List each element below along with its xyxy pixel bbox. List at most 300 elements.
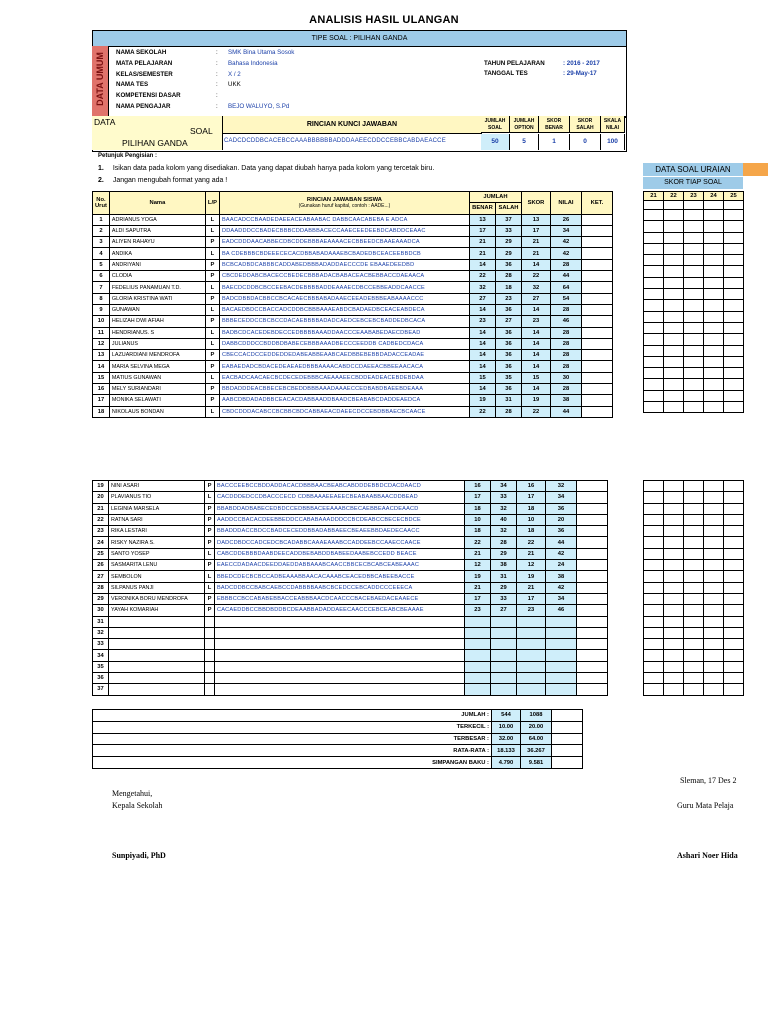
student-name[interactable] xyxy=(109,616,205,627)
uraian-score-cell[interactable] xyxy=(644,593,664,604)
uraian-score-cell[interactable] xyxy=(704,210,724,221)
student-name[interactable] xyxy=(109,639,205,650)
student-name[interactable]: RIKA LESTARI xyxy=(109,526,205,537)
ket-cell[interactable] xyxy=(581,304,612,315)
uraian-score-cell[interactable] xyxy=(684,548,704,559)
student-name[interactable]: SASMARITA LENU xyxy=(109,560,205,571)
uraian-score-cell[interactable] xyxy=(724,492,744,503)
student-gender[interactable]: P xyxy=(205,537,215,548)
uraian-score-cell[interactable] xyxy=(664,503,684,514)
uraian-score-cell[interactable] xyxy=(664,266,684,277)
uraian-score-cell[interactable] xyxy=(684,334,704,345)
uraian-score-cell[interactable] xyxy=(664,334,684,345)
uraian-score-cell[interactable] xyxy=(704,560,724,571)
student-name[interactable]: HELIZAH DWI AFIAH xyxy=(109,316,205,327)
uraian-score-cell[interactable] xyxy=(644,266,664,277)
ket-cell[interactable] xyxy=(581,395,612,406)
uraian-score-cell[interactable] xyxy=(684,402,704,413)
uraian-score-cell[interactable] xyxy=(644,560,664,571)
uraian-score-cell[interactable] xyxy=(704,503,724,514)
uraian-score-cell[interactable] xyxy=(704,673,724,684)
uraian-score-cell[interactable] xyxy=(724,243,744,254)
uraian-score-cell[interactable] xyxy=(724,616,744,627)
uraian-score-cell[interactable] xyxy=(704,266,724,277)
student-name[interactable]: MARIA SELVINA MEGA xyxy=(109,361,205,372)
uraian-score-cell[interactable] xyxy=(664,548,684,559)
student-gender[interactable]: P xyxy=(205,293,219,304)
ket-cell[interactable] xyxy=(577,560,608,571)
student-answers[interactable]: BACCCEEBCCBDDADDACACDBBBAACBEABCABDDDEBBDCDACDAACD xyxy=(215,481,465,492)
student-answers[interactable]: BBDADDDEACBBECEBCBEDDBBBAAADAAAECCEDBABDBAEEBDEAAA xyxy=(219,384,469,395)
uraian-score-cell[interactable] xyxy=(684,356,704,367)
student-gender[interactable]: P xyxy=(205,271,219,282)
student-gender[interactable]: P xyxy=(205,605,215,616)
uraian-score-cell[interactable] xyxy=(644,582,664,593)
ket-cell[interactable] xyxy=(577,627,608,638)
uraian-score-cell[interactable] xyxy=(644,289,664,300)
uraian-score-cell[interactable] xyxy=(664,322,684,333)
student-gender[interactable] xyxy=(205,661,215,672)
student-answers[interactable]: BA CDEBBBCBDEEECECACDBBABADAAAEBCBADEDBCEACEEBBDCB xyxy=(219,248,469,259)
uraian-score-cell[interactable] xyxy=(684,492,704,503)
student-name[interactable]: LAZUARDIANI MENDROFA xyxy=(109,350,205,361)
uraian-score-cell[interactable] xyxy=(704,514,724,525)
uraian-score-cell[interactable] xyxy=(724,266,744,277)
student-gender[interactable]: P xyxy=(205,526,215,537)
uraian-score-cell[interactable] xyxy=(724,402,744,413)
uraian-score-cell[interactable] xyxy=(664,582,684,593)
uraian-score-cell[interactable] xyxy=(664,684,684,695)
uraian-score-cell[interactable] xyxy=(684,684,704,695)
student-answers[interactable]: BBBECEDDCCBCBCCDACAEBBBBADADCAEDCEBCEBCBADDEDBCACA xyxy=(219,316,469,327)
uraian-score-cell[interactable] xyxy=(644,221,664,232)
uraian-score-cell[interactable] xyxy=(684,300,704,311)
uraian-score-cell[interactable] xyxy=(704,526,724,537)
uraian-score-cell[interactable] xyxy=(664,289,684,300)
uraian-score-cell[interactable] xyxy=(644,661,664,672)
student-answers[interactable]: BBABDDADBABECEDBDCCEDBBBACEEAAABCBECAEBBEAACDEAACD xyxy=(215,503,465,514)
student-gender[interactable] xyxy=(205,650,215,661)
student-name[interactable]: ALIYEN RAHAYU xyxy=(109,237,205,248)
student-answers[interactable]: BADBCDCACEDEBDECCEDBBBBAAADDAACCCEAABABEDAECDBEAD xyxy=(219,327,469,338)
uraian-score-cell[interactable] xyxy=(664,368,684,379)
student-name[interactable]: VERONIKA BORU MENDROFA xyxy=(109,593,205,604)
student-gender[interactable]: L xyxy=(205,548,215,559)
uraian-score-cell[interactable] xyxy=(644,277,664,288)
uraian-score-cell[interactable] xyxy=(704,684,724,695)
student-name[interactable]: SILPANUS PANJI xyxy=(109,582,205,593)
ket-cell[interactable] xyxy=(581,237,612,248)
student-gender[interactable]: P xyxy=(205,481,215,492)
uraian-score-cell[interactable] xyxy=(724,661,744,672)
uraian-score-cell[interactable] xyxy=(644,639,664,650)
uraian-score-cell[interactable] xyxy=(684,311,704,322)
uraian-score-cell[interactable] xyxy=(724,368,744,379)
student-answers[interactable]: BBEDCDECBCBCCADBEAAABBAACACAAABCEACEDBBCABEEBACCE xyxy=(215,571,465,582)
uraian-score-cell[interactable] xyxy=(684,221,704,232)
umum-row-value[interactable]: SMK Bina Utama Sosok xyxy=(228,49,295,56)
ket-cell[interactable] xyxy=(581,225,612,236)
uraian-score-cell[interactable] xyxy=(644,684,664,695)
uraian-score-cell[interactable] xyxy=(644,210,664,221)
uraian-score-cell[interactable] xyxy=(704,627,724,638)
uraian-score-cell[interactable] xyxy=(664,514,684,525)
student-gender[interactable]: L xyxy=(205,372,219,383)
uraian-score-cell[interactable] xyxy=(704,605,724,616)
ket-cell[interactable] xyxy=(577,650,608,661)
uraian-score-cell[interactable] xyxy=(684,661,704,672)
student-name[interactable]: SANTO YOSEP xyxy=(109,548,205,559)
uraian-score-cell[interactable] xyxy=(644,673,664,684)
student-answers[interactable]: BAECDCDDBCBCCEEBACDEBBBBADDEAAAECDBCCEBBEADDCAACCE xyxy=(219,282,469,293)
uraian-score-cell[interactable] xyxy=(684,232,704,243)
student-name[interactable]: GUNAWAN xyxy=(109,304,205,315)
student-gender[interactable]: L xyxy=(205,282,219,293)
uraian-score-cell[interactable] xyxy=(704,334,724,345)
uraian-score-cell[interactable] xyxy=(684,605,704,616)
uraian-score-cell[interactable] xyxy=(684,537,704,548)
ket-cell[interactable] xyxy=(581,350,612,361)
uraian-score-cell[interactable] xyxy=(664,345,684,356)
umum-row-value[interactable]: BEJO WALUYO, S.Pd xyxy=(228,103,290,110)
uraian-score-cell[interactable] xyxy=(704,593,724,604)
uraian-score-cell[interactable] xyxy=(724,232,744,243)
ket-cell[interactable] xyxy=(581,293,612,304)
uraian-score-cell[interactable] xyxy=(704,639,724,650)
uraian-score-cell[interactable] xyxy=(664,210,684,221)
uraian-score-cell[interactable] xyxy=(724,390,744,401)
uraian-score-cell[interactable] xyxy=(644,390,664,401)
uraian-score-cell[interactable] xyxy=(704,368,724,379)
student-gender[interactable]: P xyxy=(205,593,215,604)
uraian-score-cell[interactable] xyxy=(684,210,704,221)
uraian-score-cell[interactable] xyxy=(724,526,744,537)
student-gender[interactable]: L xyxy=(205,492,215,503)
uraian-score-cell[interactable] xyxy=(664,300,684,311)
student-gender[interactable]: L xyxy=(205,248,219,259)
student-answers[interactable]: CABCDDEBBBDAABDEECADDBEBABDDBABEEDAABEBCCEDD BEACE xyxy=(215,548,465,559)
uraian-score-cell[interactable] xyxy=(724,673,744,684)
student-name[interactable]: YAYAH KOMARIAH xyxy=(109,605,205,616)
uraian-score-cell[interactable] xyxy=(644,503,664,514)
uraian-score-cell[interactable] xyxy=(724,221,744,232)
student-gender[interactable]: L xyxy=(205,338,219,349)
ket-cell[interactable] xyxy=(577,639,608,650)
umum-row-value[interactable]: Bahasa Indonesia xyxy=(228,59,278,67)
student-gender[interactable]: L xyxy=(205,225,219,236)
uraian-score-cell[interactable] xyxy=(644,311,664,322)
tanggal-value[interactable]: : 29-May-17 xyxy=(563,70,597,77)
kunci-value-cell[interactable]: 5 xyxy=(510,134,539,150)
uraian-score-cell[interactable] xyxy=(644,356,664,367)
uraian-score-cell[interactable] xyxy=(684,627,704,638)
ket-cell[interactable] xyxy=(577,503,608,514)
uraian-score-cell[interactable] xyxy=(644,605,664,616)
uraian-score-cell[interactable] xyxy=(704,277,724,288)
umum-row-value[interactable]: X / 2 xyxy=(228,70,241,78)
student-gender[interactable]: P xyxy=(205,361,219,372)
uraian-score-cell[interactable] xyxy=(664,277,684,288)
student-gender[interactable]: P xyxy=(205,395,219,406)
uraian-score-cell[interactable] xyxy=(644,243,664,254)
uraian-score-cell[interactable] xyxy=(664,661,684,672)
uraian-score-cell[interactable] xyxy=(724,289,744,300)
ket-cell[interactable] xyxy=(577,684,608,695)
uraian-score-cell[interactable] xyxy=(664,492,684,503)
uraian-score-cell[interactable] xyxy=(724,379,744,390)
student-answers[interactable]: DDAADDDCCBADECBBBCDDABBBACECCAAECEEDEEBDCABDDCEAAC xyxy=(219,225,469,236)
uraian-score-cell[interactable] xyxy=(664,232,684,243)
uraian-score-cell[interactable] xyxy=(664,673,684,684)
ket-cell[interactable] xyxy=(581,282,612,293)
student-name[interactable]: FEDELIUS PANAMUAN T.D. xyxy=(109,282,205,293)
ket-cell[interactable] xyxy=(581,259,612,270)
uraian-score-cell[interactable] xyxy=(664,571,684,582)
uraian-score-cell[interactable] xyxy=(724,356,744,367)
uraian-score-cell[interactable] xyxy=(704,616,724,627)
uraian-score-cell[interactable] xyxy=(684,345,704,356)
uraian-score-cell[interactable] xyxy=(664,639,684,650)
student-name[interactable]: CLODIA xyxy=(109,271,205,282)
student-answers[interactable]: EBBBCCBCCABABEBBACCEABBBAACDCAACCCBACEBAEDACEAAECE xyxy=(215,593,465,604)
student-name[interactable] xyxy=(109,684,205,695)
uraian-score-cell[interactable] xyxy=(664,526,684,537)
uraian-score-cell[interactable] xyxy=(684,481,704,492)
student-answers[interactable] xyxy=(215,616,465,627)
uraian-score-cell[interactable] xyxy=(664,627,684,638)
uraian-score-cell[interactable] xyxy=(704,379,724,390)
uraian-score-cell[interactable] xyxy=(704,661,724,672)
student-answers[interactable]: CBECCACDCCEDDEDDEDABEABBEAABCAEDBBEBEBBDADACCEADAE xyxy=(219,350,469,361)
student-name[interactable]: ANDIKA xyxy=(109,248,205,259)
kunci-value-cell[interactable]: 1 xyxy=(539,134,570,150)
student-answers[interactable]: EACBADCAACAECBCDECEDEBBBCAEAAAEECBDDEADEACEBDEBDAA xyxy=(219,372,469,383)
ket-cell[interactable] xyxy=(577,582,608,593)
student-answers[interactable] xyxy=(215,627,465,638)
uraian-score-cell[interactable] xyxy=(684,526,704,537)
student-gender[interactable]: L xyxy=(205,304,219,315)
uraian-score-cell[interactable] xyxy=(664,379,684,390)
umum-row-value[interactable]: UKK xyxy=(228,81,241,89)
student-name[interactable]: NIKOLAUS BONDAN xyxy=(109,406,205,417)
student-name[interactable]: RATNA SARI xyxy=(109,514,205,525)
uraian-score-cell[interactable] xyxy=(684,514,704,525)
uraian-score-cell[interactable] xyxy=(664,402,684,413)
ket-cell[interactable] xyxy=(581,372,612,383)
student-gender[interactable]: P xyxy=(205,237,219,248)
student-answers[interactable] xyxy=(215,661,465,672)
uraian-score-cell[interactable] xyxy=(684,560,704,571)
uraian-score-cell[interactable] xyxy=(644,548,664,559)
student-gender[interactable]: P xyxy=(205,259,219,270)
uraian-score-cell[interactable] xyxy=(724,560,744,571)
ket-cell[interactable] xyxy=(581,214,612,225)
uraian-score-cell[interactable] xyxy=(724,537,744,548)
student-gender[interactable]: P xyxy=(205,514,215,525)
student-name[interactable] xyxy=(109,627,205,638)
ket-cell[interactable] xyxy=(581,384,612,395)
ket-cell[interactable] xyxy=(581,271,612,282)
student-answers[interactable]: DABBCDDDCCBDDBDBABECEBBBAAADBECCCEEDDB CADBEDCDACA xyxy=(219,338,469,349)
ket-cell[interactable] xyxy=(577,514,608,525)
uraian-score-cell[interactable] xyxy=(704,356,724,367)
student-name[interactable] xyxy=(109,661,205,672)
student-answers[interactable]: EABAEDADCBDACEDEAEAEDBBBAAAACABDCCDAEEACBBEEAACACA xyxy=(219,361,469,372)
uraian-score-cell[interactable] xyxy=(664,605,684,616)
uraian-score-cell[interactable] xyxy=(704,571,724,582)
student-answers[interactable]: BACAEDBDCCBACCADCDDBCBBBAAAEABDCBADAEDBCEACEABDECA xyxy=(219,304,469,315)
uraian-score-cell[interactable] xyxy=(724,322,744,333)
uraian-score-cell[interactable] xyxy=(684,390,704,401)
student-answers[interactable]: BADCDDBCCBABCAEBCCDABBBBAABCBCEDCCEBCADDCCCEEECA xyxy=(215,582,465,593)
student-answers[interactable]: EADCDDDAACABBECDBCDDEBBBAEAAAACECBBEEDCBAAEAAADCA xyxy=(219,237,469,248)
student-name[interactable]: GLORIA KRISTINA WATI xyxy=(109,293,205,304)
uraian-score-cell[interactable] xyxy=(684,277,704,288)
uraian-score-cell[interactable] xyxy=(644,345,664,356)
uraian-score-cell[interactable] xyxy=(704,548,724,559)
uraian-score-cell[interactable] xyxy=(724,277,744,288)
student-name[interactable]: LEGINIA MARSELA xyxy=(109,503,205,514)
student-answers[interactable]: CBCDEDDABCBACECCBEDECBBBADACBABACEACBEBBACCDAEAACA xyxy=(219,271,469,282)
uraian-score-cell[interactable] xyxy=(684,266,704,277)
uraian-score-cell[interactable] xyxy=(704,255,724,266)
uraian-score-cell[interactable] xyxy=(684,289,704,300)
student-gender[interactable]: P xyxy=(205,350,219,361)
uraian-score-cell[interactable] xyxy=(644,232,664,243)
uraian-score-cell[interactable] xyxy=(724,255,744,266)
uraian-score-cell[interactable] xyxy=(664,537,684,548)
uraian-score-cell[interactable] xyxy=(724,684,744,695)
ket-cell[interactable] xyxy=(577,537,608,548)
uraian-score-cell[interactable] xyxy=(664,616,684,627)
uraian-score-cell[interactable] xyxy=(724,593,744,604)
uraian-score-cell[interactable] xyxy=(704,300,724,311)
uraian-score-cell[interactable] xyxy=(644,650,664,661)
uraian-score-cell[interactable] xyxy=(724,300,744,311)
student-name[interactable]: SEMBOLON xyxy=(109,571,205,582)
uraian-score-cell[interactable] xyxy=(644,379,664,390)
student-name[interactable]: JULIANUS xyxy=(109,338,205,349)
student-answers[interactable]: AADDCCBACACDEEBBEDDCCABABAAADDDCCBCDEABCCBECECBDCE xyxy=(215,514,465,525)
student-gender[interactable] xyxy=(205,616,215,627)
uraian-score-cell[interactable] xyxy=(724,210,744,221)
uraian-score-cell[interactable] xyxy=(724,548,744,559)
student-name[interactable]: ANDRIYANI xyxy=(109,259,205,270)
student-name[interactable] xyxy=(109,650,205,661)
uraian-score-cell[interactable] xyxy=(724,571,744,582)
uraian-score-cell[interactable] xyxy=(704,402,724,413)
student-gender[interactable] xyxy=(205,639,215,650)
student-answers[interactable]: DADCDBDCCADCEDCBCADABBCAAAEAAABCCADDEEBCCAAECCAACE xyxy=(215,537,465,548)
uraian-score-cell[interactable] xyxy=(704,232,724,243)
kunci-jawaban-string[interactable]: CADCDCDDBCACEBCCAAABBBBBBADDDAAEECDDCCEBBCABDAEACCE xyxy=(224,138,446,144)
student-gender[interactable]: L xyxy=(205,327,219,338)
uraian-score-cell[interactable] xyxy=(644,537,664,548)
uraian-score-cell[interactable] xyxy=(644,255,664,266)
uraian-score-cell[interactable] xyxy=(644,627,664,638)
student-gender[interactable]: L xyxy=(205,582,215,593)
uraian-score-cell[interactable] xyxy=(724,605,744,616)
uraian-score-cell[interactable] xyxy=(684,673,704,684)
uraian-score-cell[interactable] xyxy=(684,593,704,604)
ket-cell[interactable] xyxy=(577,605,608,616)
student-answers[interactable] xyxy=(215,650,465,661)
uraian-score-cell[interactable] xyxy=(664,221,684,232)
uraian-score-cell[interactable] xyxy=(644,526,664,537)
student-gender[interactable] xyxy=(205,627,215,638)
uraian-score-cell[interactable] xyxy=(724,334,744,345)
student-answers[interactable] xyxy=(215,639,465,650)
uraian-score-cell[interactable] xyxy=(724,481,744,492)
uraian-score-cell[interactable] xyxy=(684,650,704,661)
uraian-score-cell[interactable] xyxy=(644,571,664,582)
student-gender[interactable]: L xyxy=(205,406,219,417)
uraian-score-cell[interactable] xyxy=(684,322,704,333)
uraian-score-cell[interactable] xyxy=(724,503,744,514)
ket-cell[interactable] xyxy=(577,548,608,559)
student-answers[interactable]: AABCDBDADADBBCEACACDABBAADDBAADCBEABABCDADDEAEDCA xyxy=(219,395,469,406)
uraian-score-cell[interactable] xyxy=(664,243,684,254)
student-name[interactable]: MONIKA SELAWATI xyxy=(109,395,205,406)
uraian-score-cell[interactable] xyxy=(724,627,744,638)
student-name[interactable]: ADRIANUS YOGA xyxy=(109,214,205,225)
uraian-score-cell[interactable] xyxy=(724,639,744,650)
uraian-score-cell[interactable] xyxy=(684,639,704,650)
student-gender[interactable]: L xyxy=(205,571,215,582)
student-gender[interactable]: P xyxy=(205,384,219,395)
uraian-score-cell[interactable] xyxy=(644,322,664,333)
ket-cell[interactable] xyxy=(581,406,612,417)
student-gender[interactable]: P xyxy=(205,316,219,327)
uraian-score-cell[interactable] xyxy=(644,514,664,525)
ket-cell[interactable] xyxy=(577,661,608,672)
ket-cell[interactable] xyxy=(581,327,612,338)
ket-cell[interactable] xyxy=(577,673,608,684)
student-answers[interactable]: CBDCDDDACABCCBCBBCBDCABBAEACDAEECDCCEBDBBAECBCAACE xyxy=(219,406,469,417)
student-name[interactable]: ALDI SAPUTRA xyxy=(109,225,205,236)
uraian-score-cell[interactable] xyxy=(664,650,684,661)
uraian-score-cell[interactable] xyxy=(684,571,704,582)
uraian-score-cell[interactable] xyxy=(724,650,744,661)
ket-cell[interactable] xyxy=(577,571,608,582)
uraian-score-cell[interactable] xyxy=(664,560,684,571)
student-answers[interactable] xyxy=(215,673,465,684)
uraian-score-cell[interactable] xyxy=(684,616,704,627)
ket-cell[interactable] xyxy=(581,248,612,259)
uraian-score-cell[interactable] xyxy=(704,537,724,548)
student-answers[interactable]: BCBCADBDCABBBCADDABEDBBBADADDAECCCDE EBAAEDEEDBD xyxy=(219,259,469,270)
tahun-value[interactable]: : 2016 - 2017 xyxy=(563,60,600,67)
uraian-score-cell[interactable] xyxy=(644,492,664,503)
student-name[interactable]: MATIUS GUNAWAN xyxy=(109,372,205,383)
uraian-score-cell[interactable] xyxy=(684,243,704,254)
uraian-score-cell[interactable] xyxy=(664,255,684,266)
uraian-score-cell[interactable] xyxy=(644,481,664,492)
kunci-value-cell[interactable]: 100 xyxy=(601,134,625,150)
uraian-score-cell[interactable] xyxy=(704,243,724,254)
uraian-score-cell[interactable] xyxy=(724,345,744,356)
ket-cell[interactable] xyxy=(581,316,612,327)
student-name[interactable] xyxy=(109,673,205,684)
uraian-score-cell[interactable] xyxy=(704,289,724,300)
uraian-score-cell[interactable] xyxy=(724,582,744,593)
uraian-score-cell[interactable] xyxy=(644,300,664,311)
student-answers[interactable]: BBADDDACCBDCCBADCECEDDBBADABBAEECBEAEEBBDAEDECAACC xyxy=(215,526,465,537)
uraian-score-cell[interactable] xyxy=(704,322,724,333)
kunci-value-cell[interactable]: 0 xyxy=(570,134,601,150)
ket-cell[interactable] xyxy=(577,526,608,537)
ket-cell[interactable] xyxy=(577,593,608,604)
